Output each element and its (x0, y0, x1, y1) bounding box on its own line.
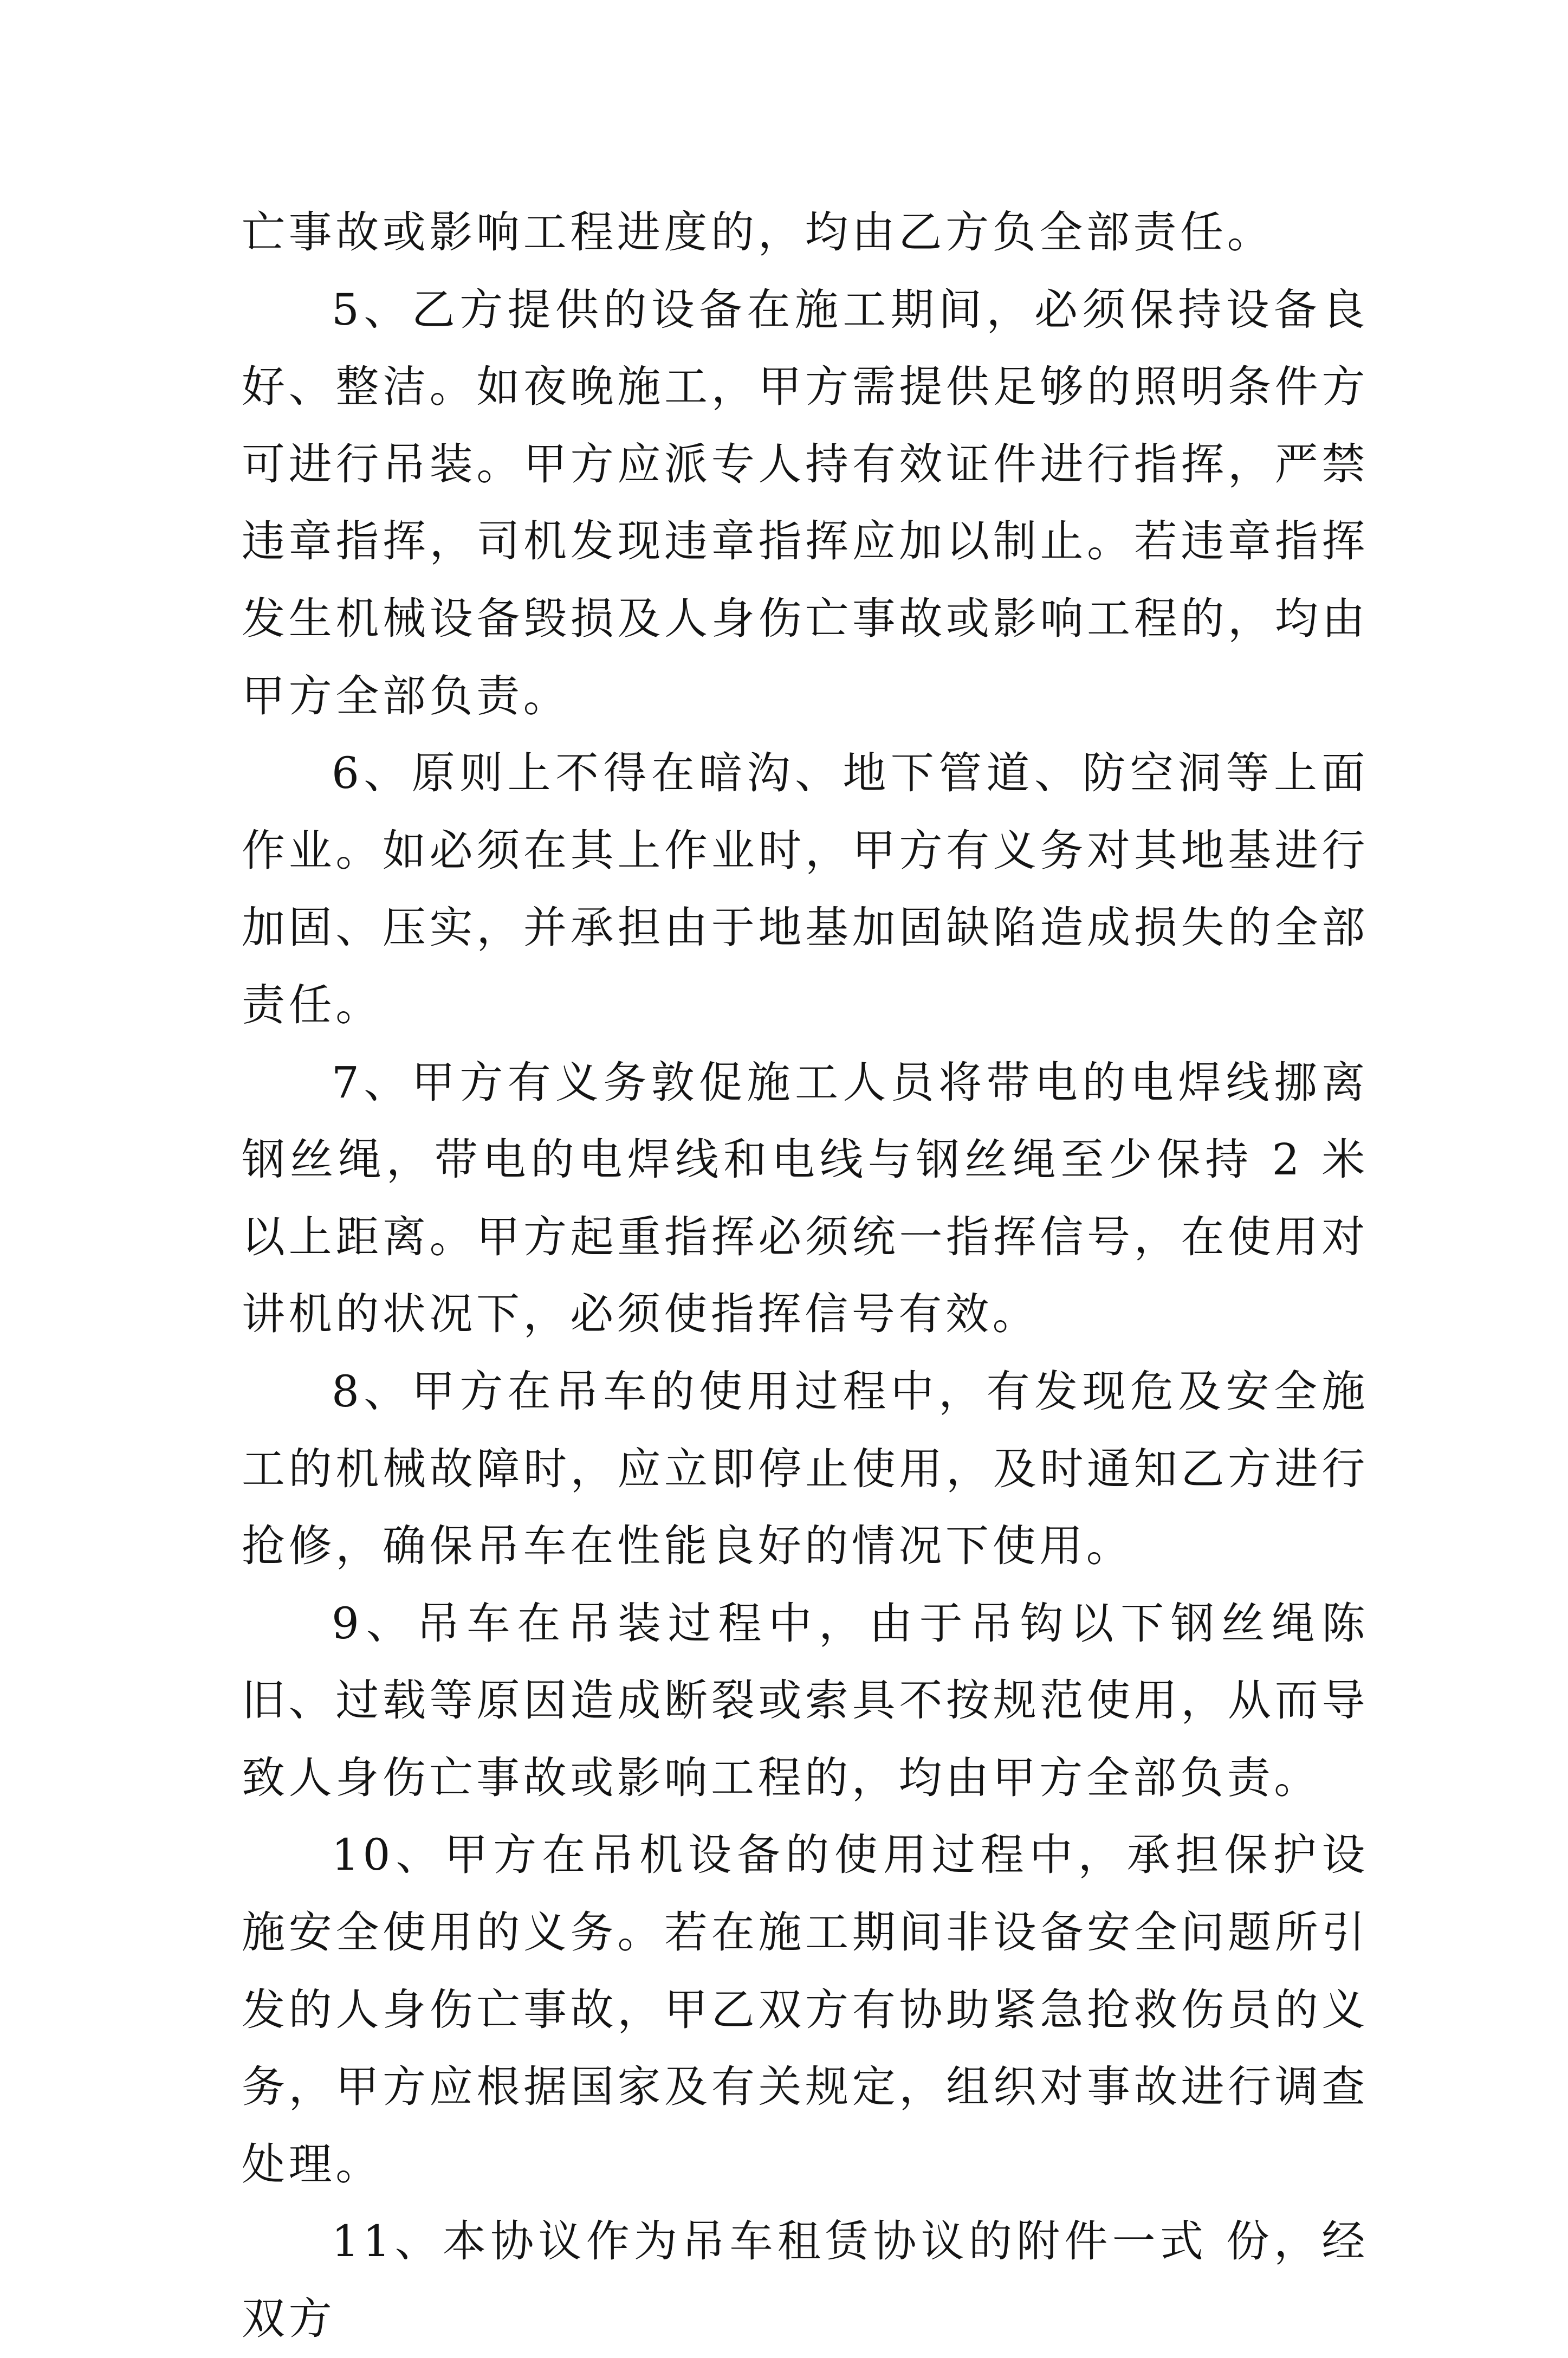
paragraph-continuation: 亡事故或影响工程进度的，均由乙方负全部责任。 (242, 207, 1274, 257)
paragraph-clause-6: 6、原则上不得在暗沟、地下管道、防空洞等上面作业。如必须在其上作业时，甲方有义务对其地基进行加固、压实，并承担由于地基加固缺陷造成损失的全部责任。 (242, 748, 1369, 1030)
paragraph-clause-5: 5、乙方提供的设备在施工期间，必须保持设备良好、整洁。如夜晚施工，甲方需提供足够的照明条件方可进行吊装。甲方应派专人持有效证件进行指挥，严禁违章指挥，司机发现违章指挥应加以制止。若违章指挥发生机械设备毁损及人身伤亡事故或影响工程的，均由甲方全部负责。 (242, 284, 1369, 721)
paragraph-clause-11: 11、本协议作为吊车租赁协议的附件一式 份，经双方 (242, 2216, 1369, 2344)
paragraph-clause-7: 7、甲方有义务敦促施工人员将带电的电焊线挪离钢丝绳，带电的电焊线和电线与钢丝绳至少保持 2 米以上距离。甲方起重指挥必须统一指挥信号，在使用对讲机的状况下，必须使指挥信号有效。 (242, 1057, 1369, 1340)
paragraph-clause-9: 9、吊车在吊装过程中，由于吊钩以下钢丝绳陈旧、过载等原因造成断裂或索具不按规范使用，从而导致人身伤亡事故或影响工程的，均由甲方全部负责。 (242, 1598, 1369, 1803)
paragraph-clause-10: 10、甲方在吊机设备的使用过程中，承担保护设施安全使用的义务。若在施工期间非设备安全问题所引发的人身伤亡事故，甲乙双方有协助紧急抢救伤员的义务，甲方应根据国家及有关规定，组织对事故进行调查处理。 (242, 1830, 1369, 2189)
document-body (242, 194, 1369, 2358)
paragraph-clause-8: 8、甲方在吊车的使用过程中，有发现危及安全施工的机械故障时，应立即停止使用，及时通知乙方进行抢修，确保吊车在性能良好的情况下使用。 (242, 1366, 1369, 1572)
